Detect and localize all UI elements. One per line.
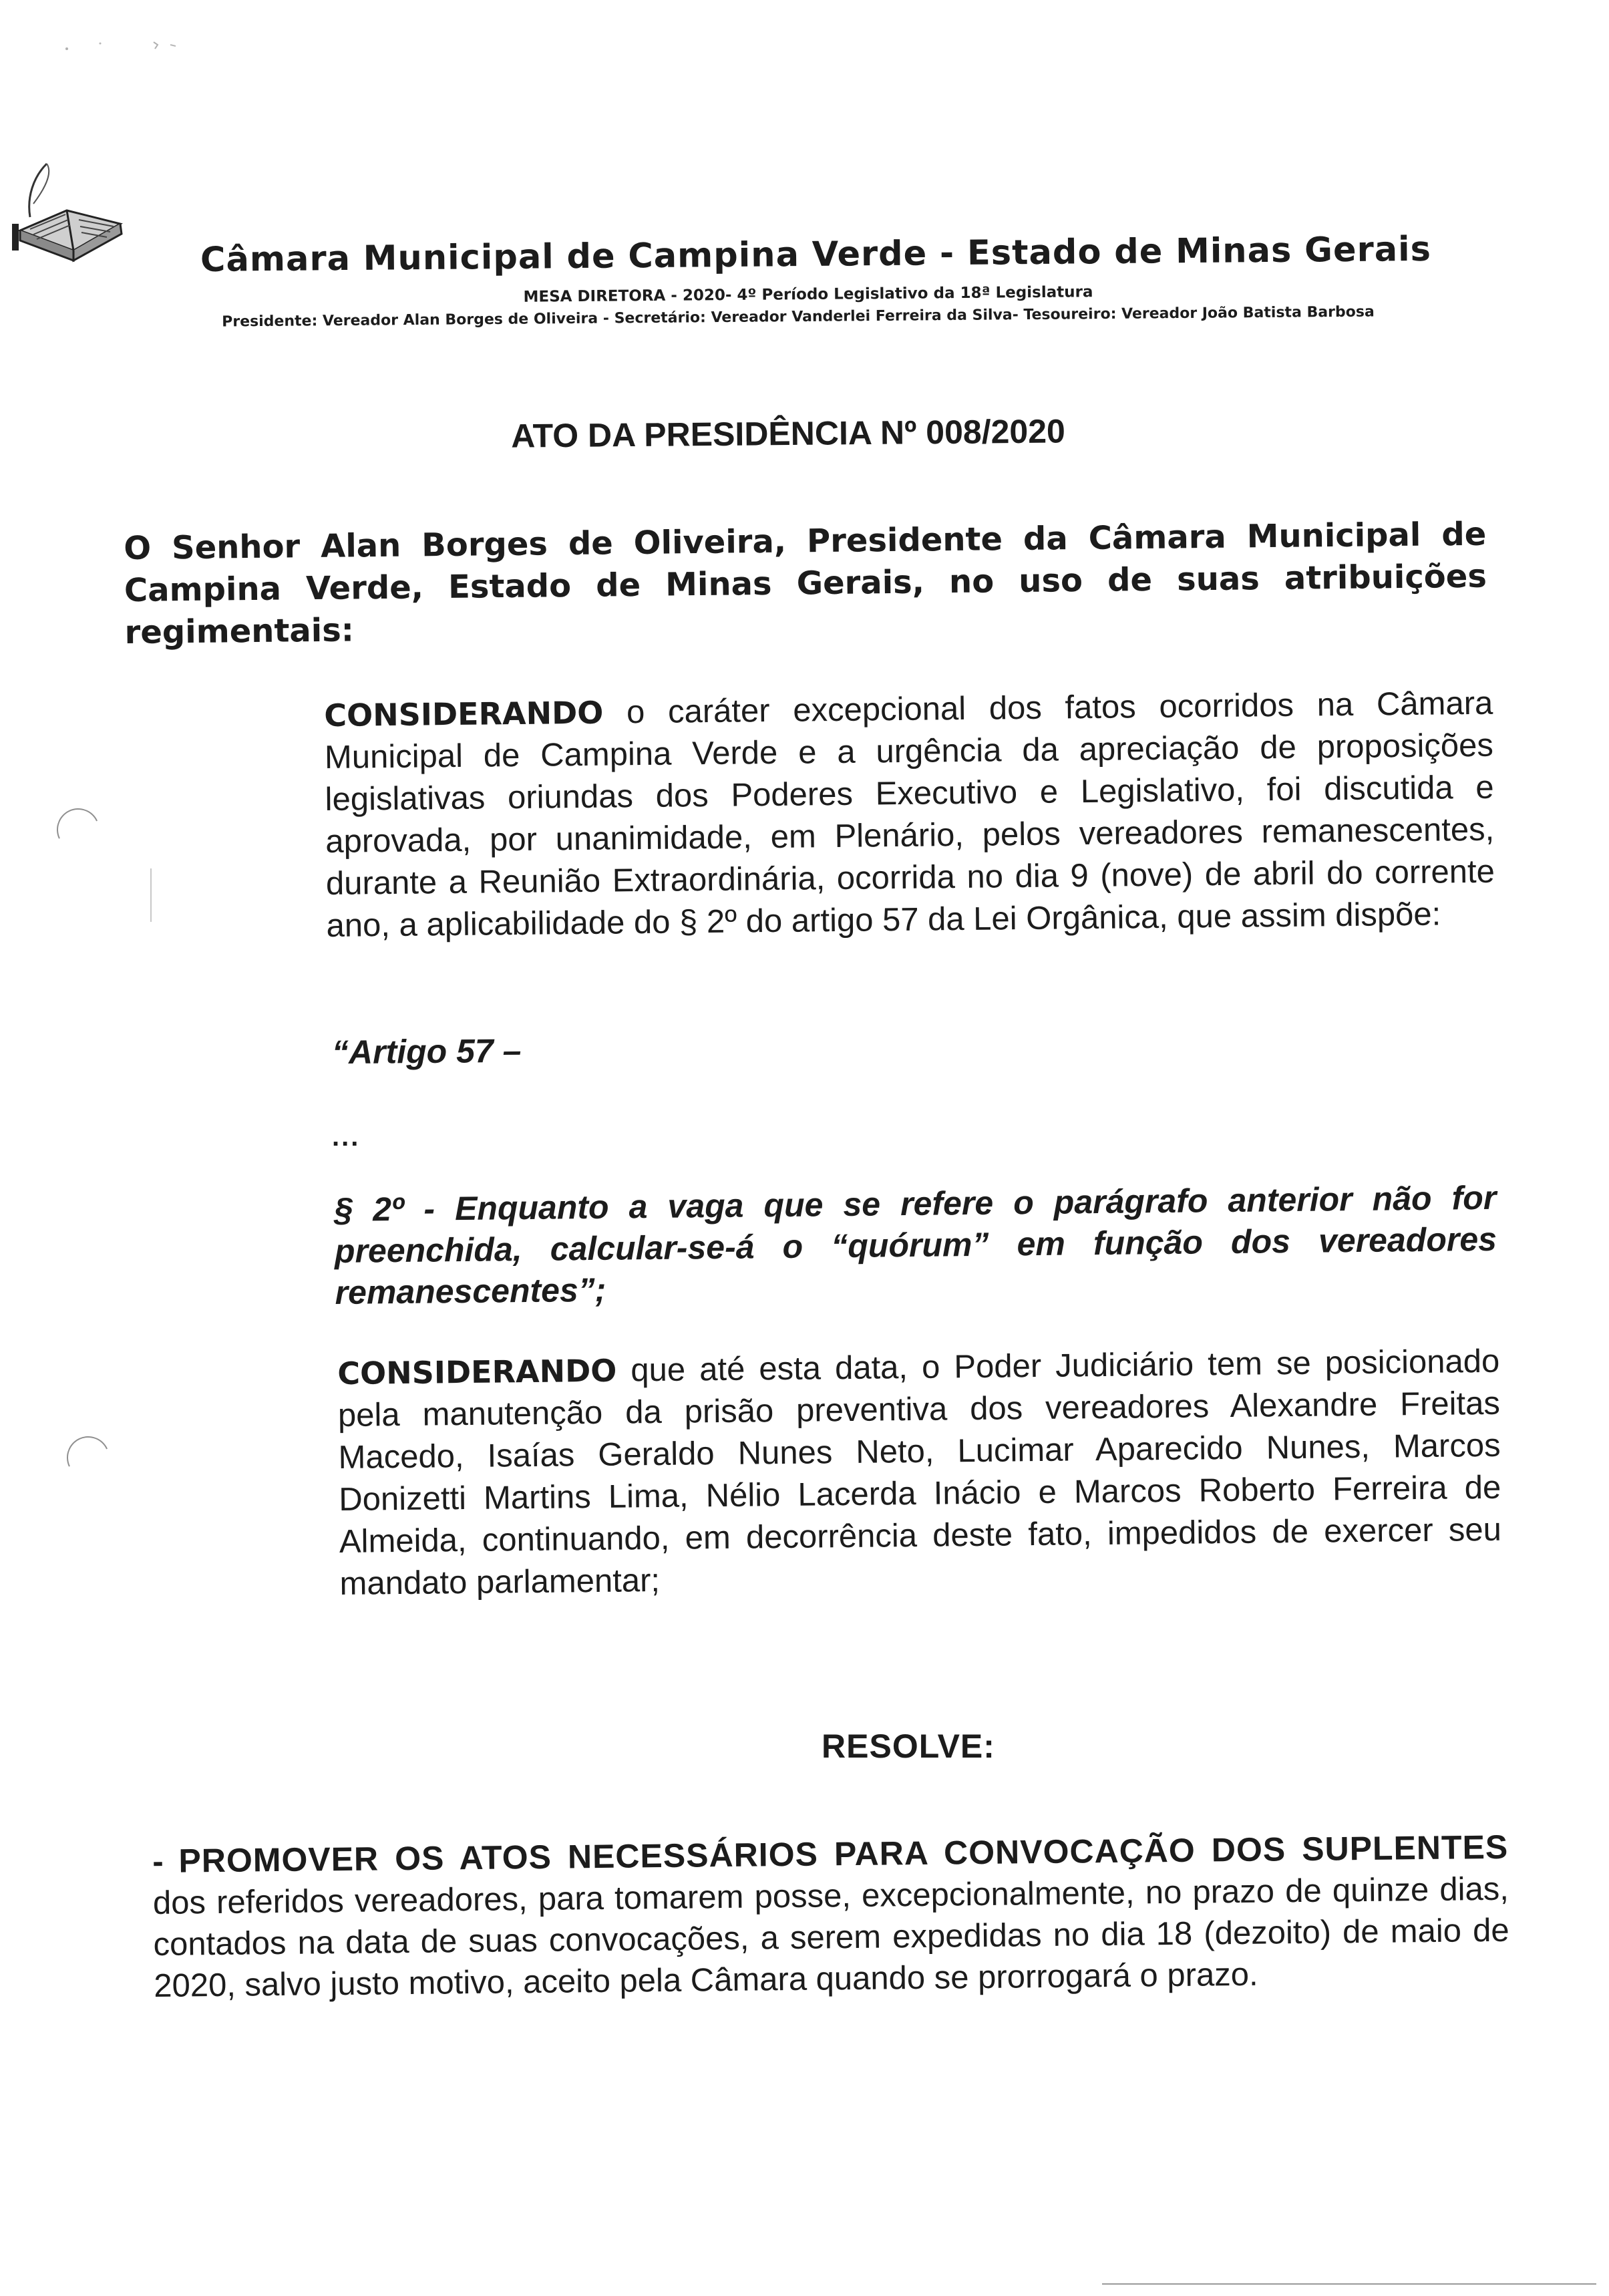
act-title: ATO DA PRESIDÊNCIA Nº 008/2020 [510,412,1066,455]
resolution-dash: - [152,1843,179,1880]
resolution-paragraph [152,1826,1509,2007]
intro-paragraph: O Senhor Alan Borges de Oliveira, Presidente da Câmara Municipal de Campina Verde, Estado de Minas Gerais, no uso de suas atribuições regimentais: [124,515,1487,651]
margin-mark [150,868,152,922]
punch-hole-mark [51,802,106,857]
resolution-keyword: PROMOVER OS ATOS NECESSÁRIOS PARA CONVOCAÇÃO DOS SUPLENTES [178,1828,1509,1880]
resolve-heading: RESOLVE: [822,1728,995,1765]
punch-hole-mark [61,1430,116,1485]
considering-paragraph-1 [324,683,1495,947]
scan-specks [53,30,187,57]
quoted-article-title: “Artigo 57 – [331,1031,522,1072]
quoted-paragraph: § 2º - Enquanto a vaga que se refere o parágrafo anterior não for preenchida, calcular-se-á o “quórum” em função dos vereadores remanescentes”; [334,1178,1497,1311]
quoted-ellipsis: ... [332,1122,361,1152]
considering-paragraph-2 [337,1341,1502,1605]
resolution-text: dos referidos vereadores, para tomarem posse, excepcionalmente, no prazo de quinze dias, contados na data de suas convocações, a serem expedidas no dia 18 (dezoito) de maio de 2020, salvo justo motivo, aceito pela Câmara quando se prorrogará o prazo. [152,1870,1509,2004]
open-book-quill-icon [7,157,134,271]
bottom-edge-line [1102,2283,1596,2285]
considering-keyword: CONSIDERANDO [324,694,604,733]
council-name: Câmara Municipal de Campina Verde - Estado de Minas Gerais [200,229,1432,280]
considering-text: que até esta data, o Poder Judiciário tem se posicionado pela manutenção da prisão preventiva dos vereadores Alexandre Freitas Macedo, Isaías Geraldo Nunes Neto, Lucimar Aparecido Nunes, Marcos Donizetti Martins Lima, Nélio Lacerda Inácio e Marcos Roberto Ferreira de Almeida, continuando, em decorrência deste fato, impedidos de exercer seu mandato parlamentar; [337,1343,1502,1602]
considering-text: o caráter excepcional dos fatos ocorridos na Câmara Municipal de Campina Verde e a urgência da apreciação de proposições legislativas oriundas dos Poderes Executivo e Legislativo, foi discutida e aprovada, por unanimidade, em Plenário, pelos vereadores remanescentes, durante a Reunião Extraordinária, ocorrida no dia 9 (nove) de abril do corrente ano, a aplicabilidade do § 2º do artigo 57 da Lei Orgânica, que assim dispõe: [324,685,1495,944]
board-officers: Presidente: Vereador Alan Borges de Oliveira - Secretário: Vereador Vanderlei Ferreira da Silva- Tesoureiro: Vereador João Batista Barbosa [222,303,1375,331]
considering-keyword: CONSIDERANDO [337,1352,617,1391]
board-period: MESA DIRETORA - 2020- 4º Período Legislativo da 18ª Legislatura [523,283,1093,306]
